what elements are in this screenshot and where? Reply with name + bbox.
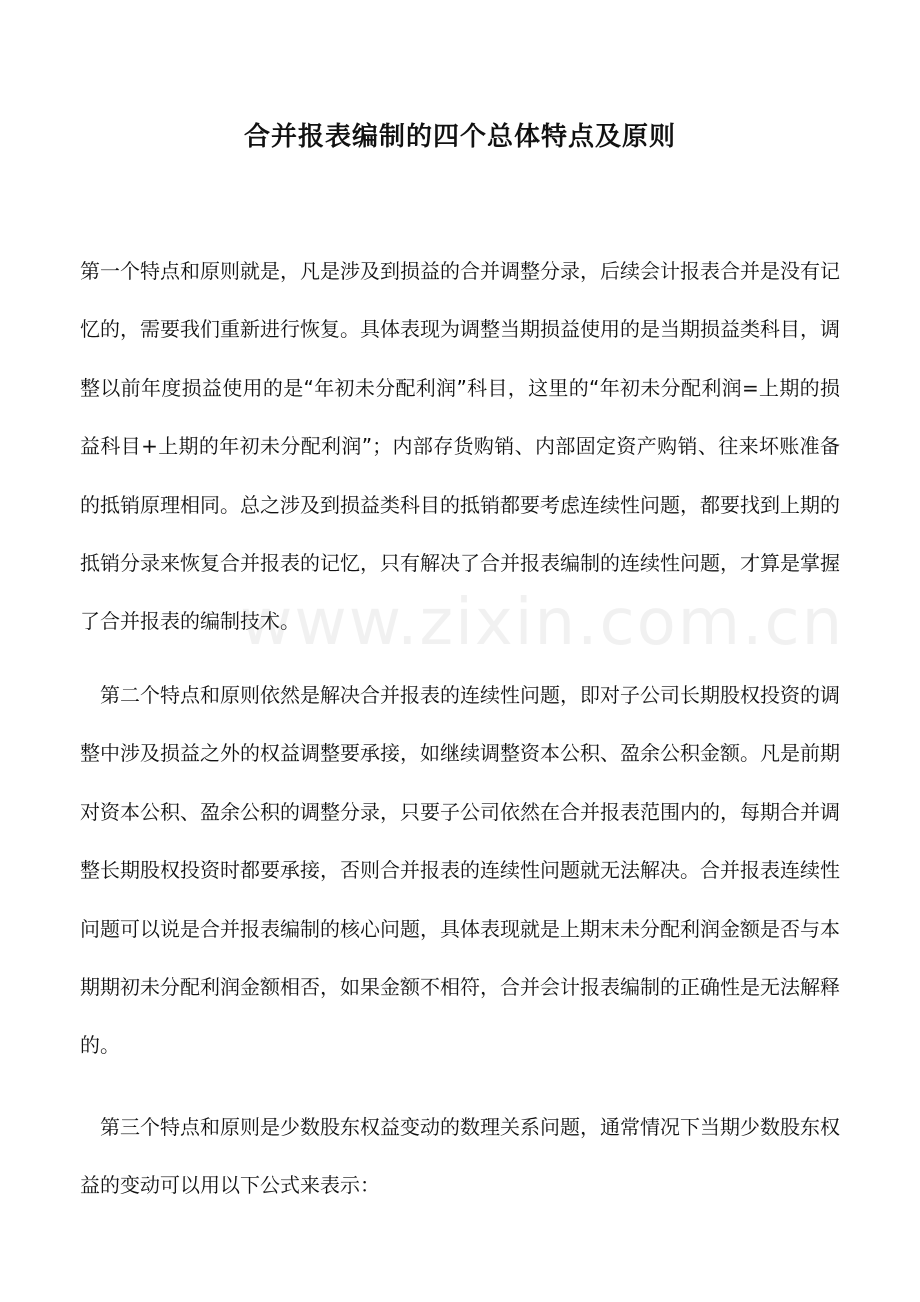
paragraph-2: 第二个特点和原则依然是解决合并报表的连续性问题，即对子公司长期股权投资的调整中涉及损益之外的权益调整要承接，如继续调整资本公积、盈余公积金额。凡是前期对资本公积、盈余公积的调整分录，只要子公司依然在合并报表范围内的，每期合并调整长期股权投资时都要承接，否则合并报表的连续性问题就无法解决。合并报表连续性问题可以说是合并报表编制的核心问题，具体表现就是上期末未分配利润金额是否与本期期初未分配利润金额相否，如果金额不相符，合并会计报表编制的正确性是无法解释的。 [80, 683, 840, 1058]
document-title: 合并报表编制的四个总体特点及原则 [243, 122, 676, 152]
paragraph-3: 第三个特点和原则是少数股东权益变动的数理关系问题，通常情况下当期少数股东权益的变动可以用以下公式来表示： [80, 1115, 840, 1198]
paragraph-1: 第一个特点和原则就是，凡是涉及到损益的合并调整分录，后续会计报表合并是没有记忆的，需要我们重新进行恢复。具体表现为调整当期损益使用的是当期损益类科目，调整以前年度损益使用的是“年初未分配利润”科目，这里的“年初未分配利润=上期的损益科目+上期的年初未分配利润”；内部存货购销、内部固定资产购销、往来坏账准备的抵销原理相同。总之涉及到损益类科目的抵销都要考虑连续性问题，都要找到上期的抵销分录来恢复合并报表的记忆，只有解决了合并报表编制的连续性问题，才算是掌握了合并报表的编制技术。 [80, 259, 840, 634]
watermark: www.zixin.com.cn [240, 586, 845, 660]
